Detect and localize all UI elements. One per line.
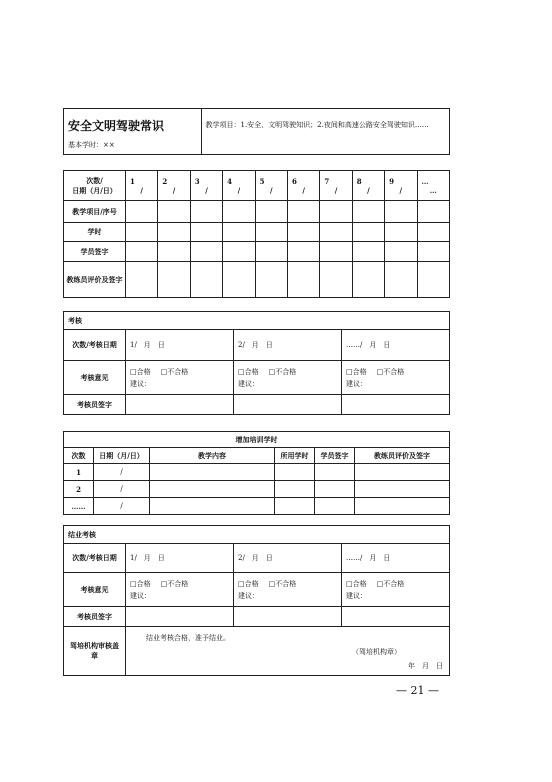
row-label-coach-eval: 教练员评价及签字 [64,262,126,298]
exam-attempt-3: ……/ 月 日 [342,330,450,361]
exam-signer-label: 考核员签字 [64,395,126,415]
extra-section-title: 增加培训学时 [64,432,450,448]
extra-col-hours: 所用学时 [275,448,315,464]
exam-opinion-3: □合格 □不合格 建议： [342,361,450,395]
final-section-title: 结业考核 [64,526,450,544]
extra-training-table [63,431,450,515]
final-attempt-1: 1/ 月 日 [126,544,234,573]
org-review-cell [126,627,450,676]
base-hours: 基本学时：×× [68,141,115,149]
final-opinion-2: □合格 □不合格 建议： [234,573,342,607]
training-table [63,170,450,298]
course-title: 安全文明驾驶常识 [68,119,165,133]
extra-col-student-sign: 学员签字 [315,448,355,464]
exam-opinion-1: □合格 □不合格 建议： [126,361,234,395]
final-opinion-3: □合格 □不合格 建议： [342,573,450,607]
extra-col-date: 日期（月/日） [94,448,150,464]
exam-attempt-2: 2/ 月 日 [234,330,342,361]
exam-table [63,311,450,415]
exam-section-title: 考核 [64,312,450,330]
session-7: 7 / [320,171,352,201]
final-exam-table [63,525,450,676]
exam-opinion-2: □合格 □不合格 建议： [234,361,342,395]
org-review-label: 驾培机构审核盖章 [64,627,126,676]
page-number: — 21 — [396,684,439,697]
final-signer-label: 考核员签字 [64,607,126,627]
exam-opinion-label: 考核意见 [64,361,126,395]
final-date-header: 次数/考核日期 [64,544,126,573]
extra-col-no: 次数 [64,448,94,464]
extra-col-coach-eval: 教练员评价及签字 [355,448,450,464]
final-attempt-3: ……/ 月 日 [342,544,450,573]
exam-date-header: 次数/考核日期 [64,330,126,361]
table-row: …… / [64,498,450,515]
table-row: 2 / [64,481,450,498]
session-5: 5 / [255,171,287,201]
row-label-student-sign: 学员签字 [64,242,126,262]
org-seal: （驾培机构章） [352,648,401,656]
exam-attempt-1: 1/ 月 日 [126,330,234,361]
extra-col-content: 教学内容 [150,448,275,464]
table-row: 1 / [64,464,450,481]
org-review-text: 结业考核合格，准予结业。 [146,634,230,642]
row-label-items: 教学项目/序号 [64,201,126,223]
org-date: 年 月 日 [408,662,443,670]
course-header [63,108,450,155]
session-2: 2 / [158,171,190,201]
session-more: … … [417,171,449,201]
row-label-hours: 学时 [64,223,126,242]
session-4: 4 / [223,171,255,201]
session-1: 1 / [126,171,158,201]
final-opinion-1: □合格 □不合格 建议： [126,573,234,607]
session-6: 6 / [287,171,319,201]
session-date-header: 次数/ 日期（月/日） [64,171,126,201]
session-3: 3 / [190,171,222,201]
session-9: 9 / [385,171,417,201]
final-attempt-2: 2/ 月 日 [234,544,342,573]
teaching-items: 教学项目：1.安全、文明驾驶知识；2.夜间和高速公路安全驾驶知识…… [205,121,429,129]
session-8: 8 / [352,171,384,201]
final-opinion-label: 考核意见 [64,573,126,607]
